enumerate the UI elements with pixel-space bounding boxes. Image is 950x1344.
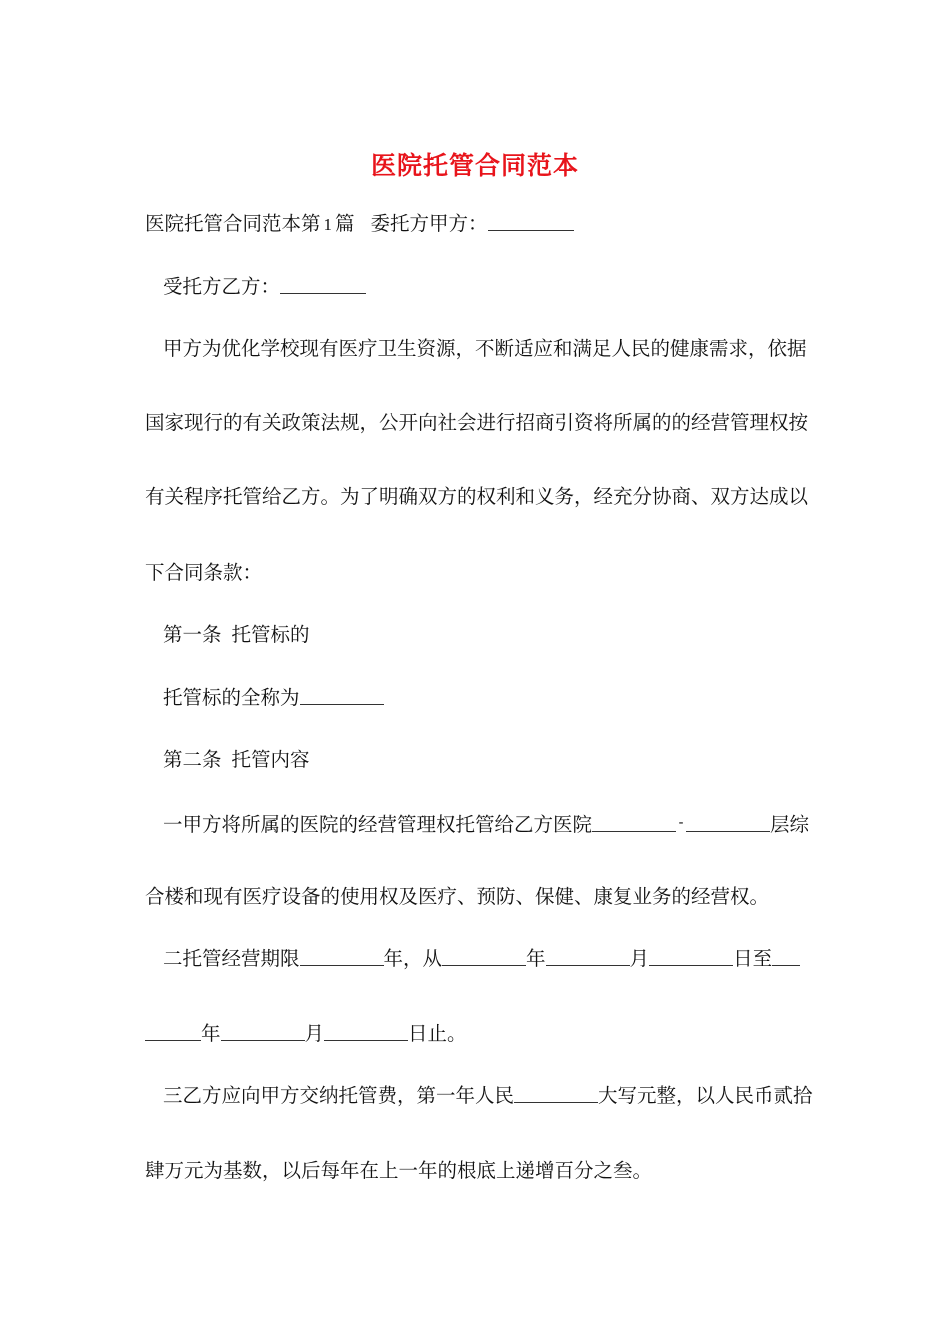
- item-1-blank-2: [686, 811, 770, 832]
- article-2-item-2-cont: [145, 1020, 825, 1048]
- item-2-text-f: 年: [201, 1022, 221, 1045]
- item-2-text-e: 日至: [733, 947, 773, 970]
- header-prefix: 医院托管合同范本第: [145, 212, 321, 235]
- item-2-blank-2: [442, 945, 526, 966]
- item-2-blank-7: [221, 1020, 305, 1041]
- item-2-text-c: 年: [526, 947, 546, 970]
- item-2-text-h: 日止。: [408, 1022, 467, 1045]
- item-2-blank-6: [145, 1020, 201, 1041]
- item-2-blank-1: [300, 945, 384, 966]
- item-2-blank-5: [772, 945, 800, 966]
- item-1-dash: -: [678, 815, 684, 831]
- article-2-item-3: [163, 1082, 843, 1110]
- article-2-heading: [163, 746, 843, 774]
- article-2-number: 第二条: [163, 748, 222, 771]
- item-2-text-a: 二托管经营期限: [163, 947, 300, 970]
- item-3-text-b: 大写元整，以人民币贰拾: [598, 1084, 813, 1107]
- header-line: [145, 210, 825, 239]
- header-suffix: 篇: [335, 212, 355, 235]
- item-2-text-b: 年，从: [383, 947, 443, 970]
- article-1-number: 第一条: [163, 623, 222, 646]
- item-2-blank-8: [324, 1020, 408, 1041]
- party-b-line: [163, 273, 843, 301]
- article-2-title: 托管内容: [231, 748, 310, 771]
- party-b-label: 受托方乙方：: [163, 275, 281, 298]
- article-1-title: 托管标的: [231, 623, 310, 646]
- article-1-blank: [300, 684, 384, 705]
- intro-line-1: 甲方为优化学校现有医疗卫生资源，不断适应和满足人民的健康需求，依据: [163, 337, 807, 360]
- item-1-blank-1: [592, 811, 676, 832]
- party-a-blank: [488, 210, 574, 231]
- item-3-text-a: 三乙方应向甲方交纳托管费，第一年人民: [163, 1084, 515, 1107]
- article-1-text: 托管标的全称为: [163, 686, 300, 709]
- item-2-text-g: 月: [304, 1022, 325, 1045]
- item-2-text-d: 月: [629, 947, 650, 970]
- intro-line-4: 下合同条款：: [145, 561, 263, 584]
- party-a-label: 委托方甲方：: [370, 212, 488, 235]
- item-1-text-a: 一甲方将所属的医院的经营管理权托管给乙方医院: [163, 813, 593, 836]
- intro-line-2: 国家现行的有关政策法规，公开向社会进行招商引资将所属的的经营管理权按: [145, 411, 809, 434]
- document-title: 医院托管合同范本: [370, 151, 579, 180]
- intro-line-3: 有关程序托管给乙方。为了明确双方的权利和义务，经充分协商、双方达成以: [145, 485, 809, 508]
- item-1-text-b: 层综: [770, 813, 810, 836]
- article-2-item-3-cont: 肆万元为基数，以后每年在上一年的根底上递增百分之叁。: [145, 1159, 653, 1182]
- item-3-blank: [514, 1082, 598, 1103]
- item-2-blank-4: [649, 945, 733, 966]
- article-2-item-1-cont: 合楼和现有医疗设备的使用权及医疗、预防、保健、康复业务的经营权。: [145, 885, 770, 908]
- party-b-blank: [280, 273, 366, 294]
- item-2-blank-3: [546, 945, 630, 966]
- article-2-item-2: [163, 945, 843, 973]
- article-2-item-1: [163, 809, 843, 839]
- article-1-body: [163, 684, 843, 712]
- header-number: 1: [323, 215, 333, 234]
- article-1-heading: [163, 621, 843, 649]
